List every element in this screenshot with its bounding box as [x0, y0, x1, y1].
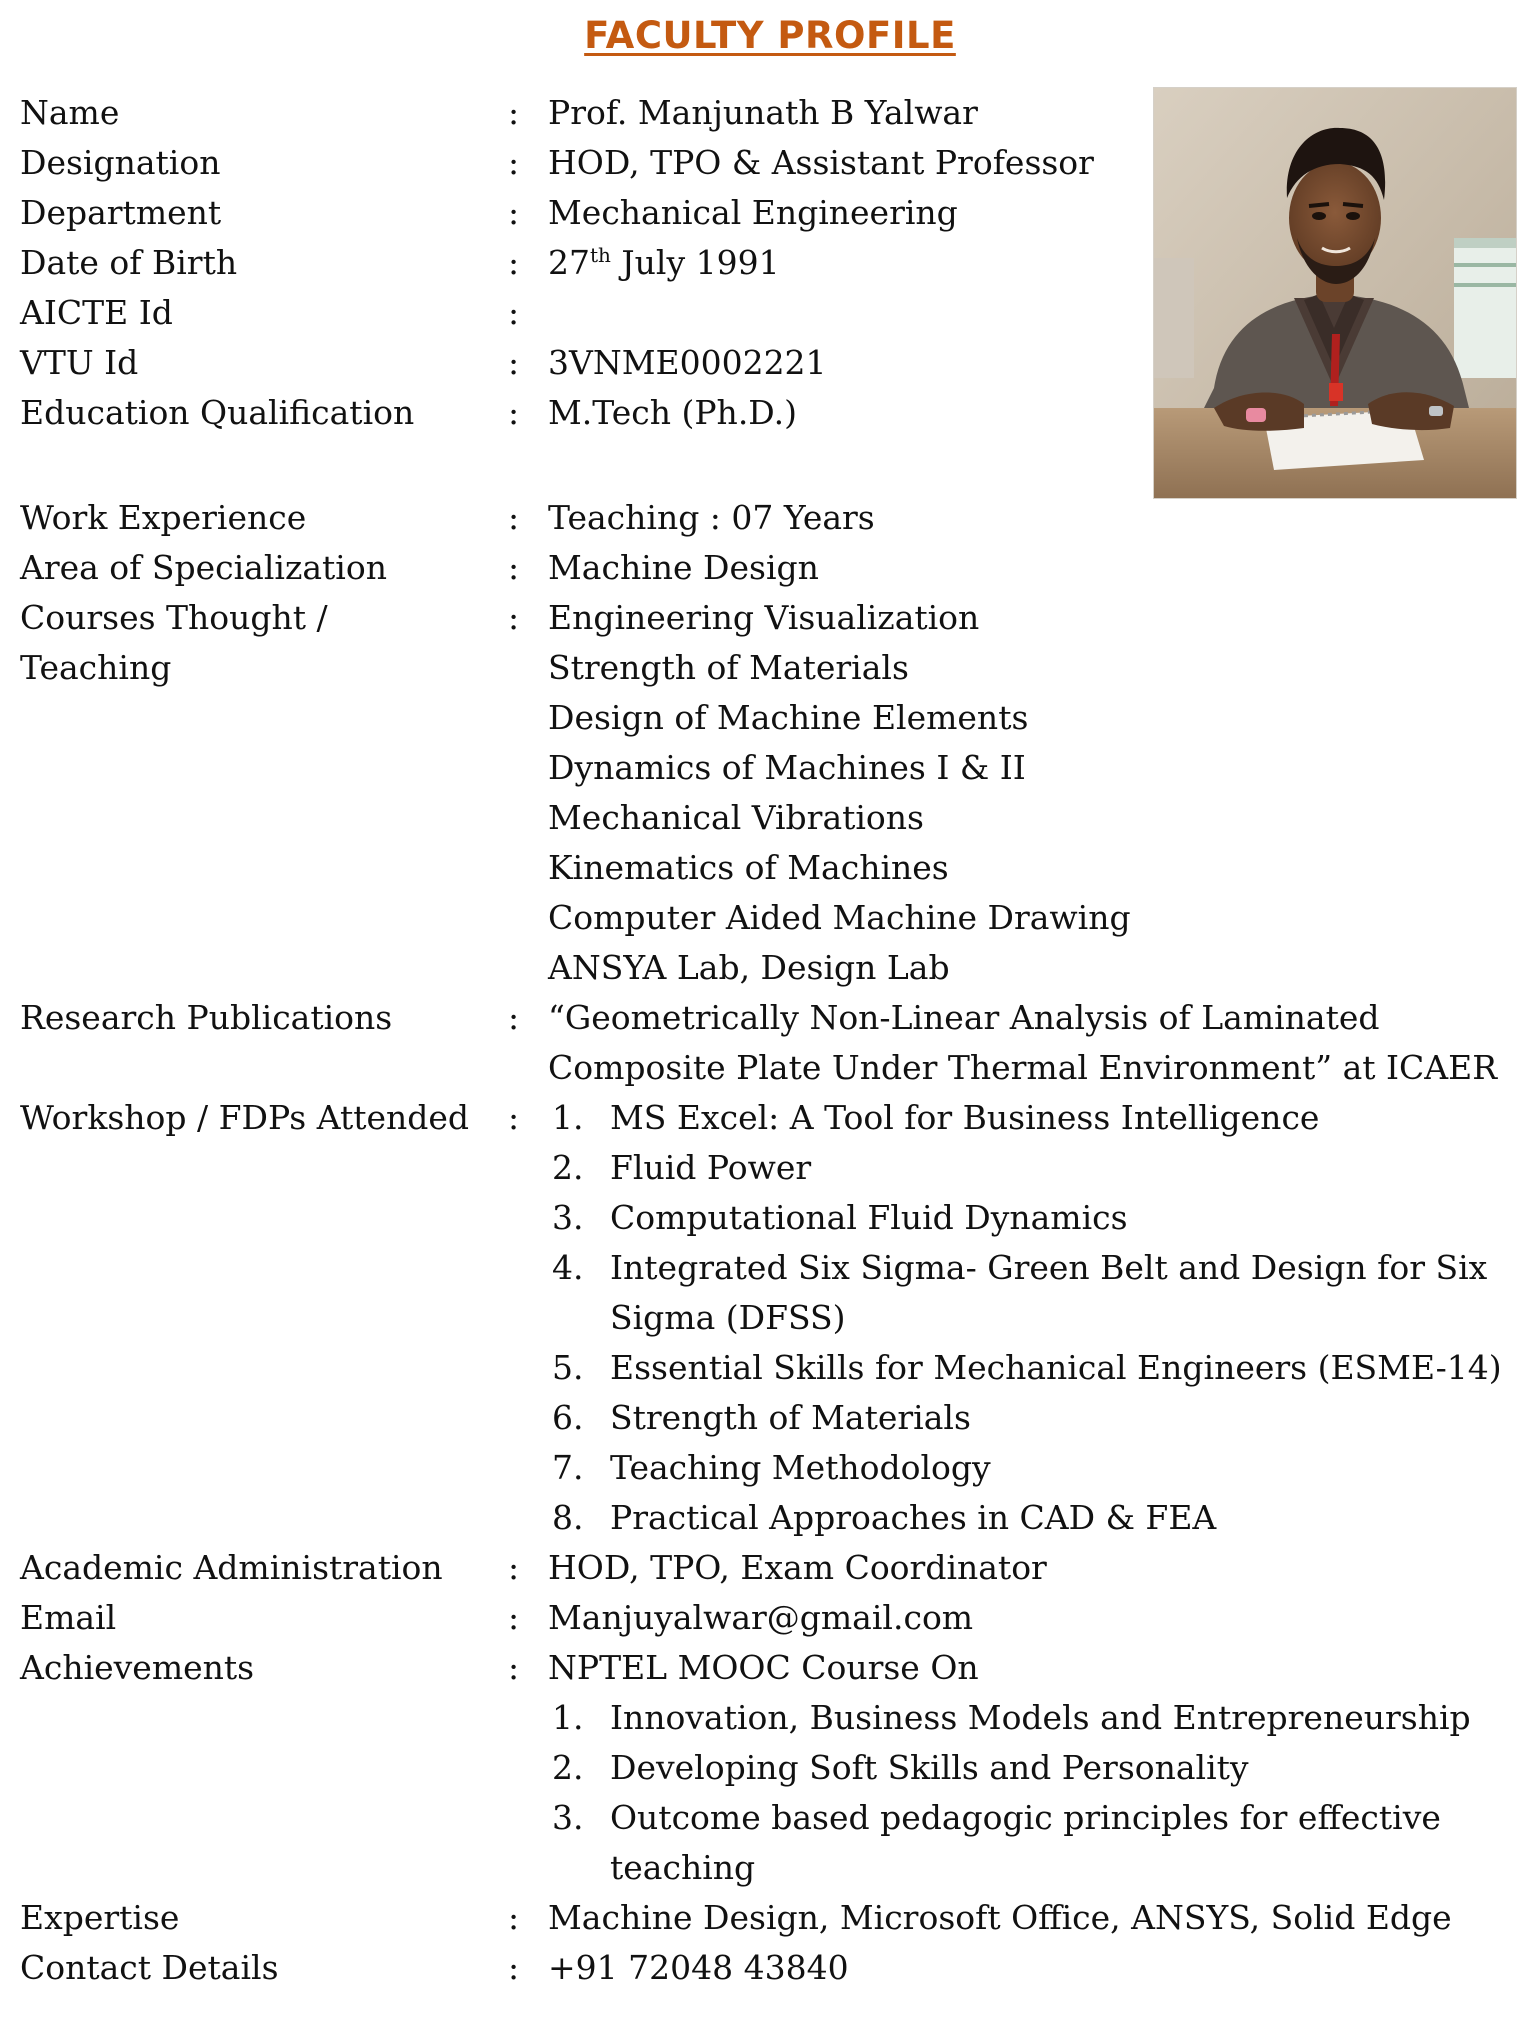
field-label: Workshop / FDPs Attended: [20, 1098, 470, 1137]
field-value: NPTEL MOOC Course On: [548, 1648, 979, 1687]
list-number: 3.: [552, 1798, 584, 1837]
field-value: Machine Design, Microsoft Office, ANSYS, Solid Edge: [548, 1898, 1452, 1937]
email-value: Manjuyalwar@gmail.com: [548, 1598, 974, 1637]
publication-line: Composite Plate Under Thermal Environment” at ICAER: [548, 1048, 1498, 1087]
field-label: Contact Details: [20, 1948, 279, 1987]
dob-month-year: July 1991: [621, 243, 780, 282]
field-label: Research Publications: [20, 998, 393, 1037]
field-label: AICTE Id: [20, 293, 173, 332]
field-value: HOD, TPO, Exam Coordinator: [548, 1548, 1047, 1587]
list-number: 1.: [552, 1698, 584, 1737]
field-label: Department: [20, 193, 222, 232]
page-title: FACULTY PROFILE: [584, 14, 956, 57]
achievement-item-cont: teaching: [610, 1848, 756, 1887]
field-label: Date of Birth: [20, 243, 238, 282]
course-item: ANSYA Lab, Design Lab: [548, 948, 950, 987]
achievement-item: Outcome based pedagogic principles for effective: [610, 1798, 1441, 1837]
list-number: 7.: [552, 1448, 584, 1487]
workshop-item: Practical Approaches in CAD & FEA: [610, 1498, 1217, 1537]
field-label: VTU Id: [20, 343, 139, 382]
field-colon: :: [508, 243, 520, 282]
course-item: Design of Machine Elements: [548, 698, 1029, 737]
field-value: HOD, TPO & Assistant Professor: [548, 143, 1094, 182]
field-label: Expertise: [20, 1898, 180, 1937]
achievement-item: Innovation, Business Models and Entrepreneurship: [610, 1698, 1471, 1737]
list-number: 5.: [552, 1348, 584, 1387]
field-colon: :: [508, 293, 520, 332]
field-value: Machine Design: [548, 548, 819, 587]
field-label: Name: [20, 93, 120, 132]
field-label: Teaching: [20, 648, 172, 687]
dob-day: 27: [548, 243, 590, 282]
workshop-item-cont: Sigma (DFSS): [610, 1298, 846, 1337]
list-number: 6.: [552, 1398, 584, 1437]
field-colon: :: [508, 548, 520, 587]
field-value: 3VNME0002221: [548, 343, 827, 382]
course-item: Engineering Visualization: [548, 598, 980, 637]
list-number: 2.: [552, 1148, 584, 1187]
field-colon: :: [508, 393, 520, 432]
list-number: 4.: [552, 1248, 584, 1287]
faculty-photo: [1153, 87, 1517, 499]
field-colon: :: [508, 1648, 520, 1687]
course-item: Strength of Materials: [548, 648, 909, 687]
field-label: Courses Thought /: [20, 598, 328, 637]
workshop-item: Integrated Six Sigma- Green Belt and Design for Six: [610, 1248, 1488, 1287]
field-colon: :: [508, 143, 520, 182]
publication-line: “Geometrically Non-Linear Analysis of Laminated: [548, 998, 1380, 1037]
phone-value: +91 72048 43840: [548, 1948, 849, 1987]
dob-day-suffix: th: [590, 243, 611, 267]
field-label: Academic Administration: [20, 1548, 443, 1587]
course-item: Dynamics of Machines I & II: [548, 748, 1026, 787]
course-item: Mechanical Vibrations: [548, 798, 924, 837]
achievement-item: Developing Soft Skills and Personality: [610, 1748, 1249, 1787]
workshop-item: Teaching Methodology: [610, 1448, 991, 1487]
field-label: Work Experience: [20, 498, 307, 537]
workshop-item: Essential Skills for Mechanical Engineers (ESME-14): [610, 1348, 1502, 1387]
field-label: Area of Specialization: [20, 548, 387, 587]
workshop-item: Fluid Power: [610, 1148, 812, 1187]
course-item: Kinematics of Machines: [548, 848, 949, 887]
field-colon: :: [508, 1098, 520, 1137]
field-value: Prof. Manjunath B Yalwar: [548, 93, 978, 132]
field-colon: :: [508, 1598, 520, 1637]
field-colon: :: [508, 93, 520, 132]
list-number: 8.: [552, 1498, 584, 1537]
list-number: 3.: [552, 1198, 584, 1237]
field-value: [548, 238, 780, 288]
list-number: 2.: [552, 1748, 584, 1787]
field-label: Education Qualification: [20, 393, 415, 432]
field-colon: :: [508, 1548, 520, 1587]
workshop-item: Computational Fluid Dynamics: [610, 1198, 1128, 1237]
field-label: Achievements: [20, 1648, 255, 1687]
field-value: Mechanical Engineering: [548, 193, 958, 232]
field-colon: :: [508, 498, 520, 537]
workshop-item: MS Excel: A Tool for Business Intelligence: [610, 1098, 1320, 1137]
field-label: Email: [20, 1598, 117, 1637]
field-colon: :: [508, 1948, 520, 1987]
field-colon: :: [508, 193, 520, 232]
list-number: 1.: [552, 1098, 584, 1137]
field-label: Designation: [20, 143, 221, 182]
field-colon: :: [508, 1898, 520, 1937]
field-value: Teaching : 07 Years: [548, 498, 875, 537]
workshop-item: Strength of Materials: [610, 1398, 971, 1437]
field-colon: :: [508, 998, 520, 1037]
field-colon: :: [508, 598, 520, 637]
field-value: M.Tech (Ph.D.): [548, 393, 797, 432]
course-item: Computer Aided Machine Drawing: [548, 898, 1131, 937]
field-colon: :: [508, 343, 520, 382]
